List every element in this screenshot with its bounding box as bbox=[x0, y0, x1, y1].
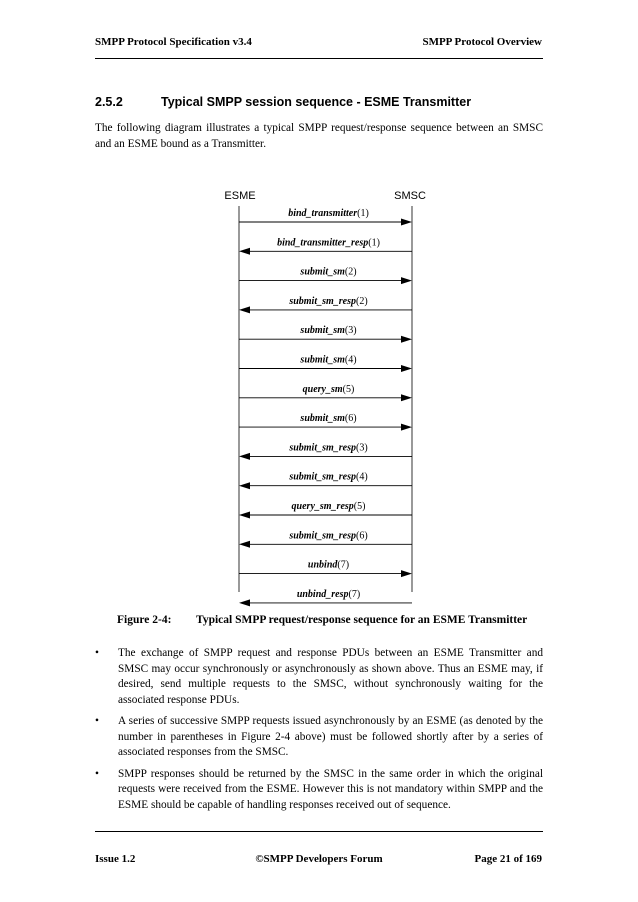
message-row bbox=[239, 208, 412, 226]
message-sequence-number: (4) bbox=[344, 354, 357, 366]
message-name: submit_sm bbox=[300, 354, 345, 366]
message-label bbox=[299, 267, 356, 278]
message-sequence-number: (3) bbox=[356, 442, 368, 454]
section-number: 2.5.2 bbox=[95, 95, 123, 109]
arrowhead-icon bbox=[401, 394, 412, 401]
footer-copyright: ©SMPP Developers Forum bbox=[255, 853, 383, 865]
arrowhead-icon bbox=[401, 424, 412, 431]
section-title: Typical SMPP session sequence - ESME Transmitter bbox=[161, 95, 472, 109]
message-row bbox=[239, 237, 412, 255]
message-label bbox=[288, 442, 367, 453]
arrowhead-icon bbox=[401, 336, 412, 343]
message-name: submit_sm bbox=[300, 413, 345, 425]
message-label bbox=[288, 472, 367, 483]
message-row bbox=[239, 530, 412, 548]
arrowhead-icon bbox=[401, 365, 412, 372]
arrowhead-icon bbox=[239, 306, 250, 313]
message-sequence-number: (7) bbox=[337, 559, 350, 571]
message-sequence-number: (5) bbox=[342, 383, 355, 395]
message-row bbox=[239, 442, 412, 460]
message-name: query_sm bbox=[302, 383, 343, 395]
message-sequence-number: (4) bbox=[356, 471, 368, 483]
header-document-title: SMPP Protocol Specification v3.4 bbox=[95, 36, 252, 48]
bullet-symbol: • bbox=[95, 715, 99, 727]
message-name: submit_sm_resp bbox=[289, 530, 357, 542]
bullet-symbol: • bbox=[95, 767, 99, 780]
header-chapter-title: SMPP Protocol Overview bbox=[422, 36, 542, 48]
message-row bbox=[239, 560, 412, 578]
smsc-lifeline-label: SMSC bbox=[394, 190, 426, 202]
message-sequence-number: (1) bbox=[357, 208, 369, 219]
message-label bbox=[299, 325, 356, 336]
message-sequence-number: (6) bbox=[344, 413, 357, 425]
message-label bbox=[277, 237, 380, 248]
message-name: submit_sm_resp bbox=[289, 471, 357, 483]
figure-number: Figure 2-4: bbox=[117, 614, 172, 626]
message-row bbox=[239, 472, 412, 490]
arrowhead-icon bbox=[239, 512, 250, 519]
message-label bbox=[299, 355, 356, 366]
bullet-item bbox=[95, 767, 543, 814]
message-label bbox=[288, 296, 367, 307]
bullet-text: The exchange of SMPP request and response PDUs between an ESME Transmitter and SMSC may occur synchronously or asynchronously as shown above. Thus an ESME may, if desired, send multiple requests to the SMSC, without synchronously waiting for the associated response PDUs. bbox=[118, 647, 543, 706]
arrowhead-icon bbox=[239, 453, 250, 460]
message-sequence-number: (6) bbox=[356, 530, 368, 542]
arrowhead-icon bbox=[239, 541, 250, 548]
esme-lifeline-label: ESME bbox=[224, 190, 256, 202]
bullet-list bbox=[95, 646, 543, 819]
intro-paragraph: The following diagram illustrates a typical SMPP request/response sequence between an SMSC and an ESME bound as a Transmitter. bbox=[95, 122, 543, 150]
arrowhead-icon bbox=[401, 219, 412, 226]
message-list bbox=[239, 208, 412, 606]
message-row bbox=[239, 501, 412, 519]
message-label bbox=[308, 560, 349, 571]
message-row bbox=[239, 355, 412, 373]
message-sequence-number: (5) bbox=[353, 501, 366, 512]
bullet-text: A series of successive SMPP requests issued asynchronously by an ESME (as denoted by the number in parentheses in Figure 2-4 above) must be followed shortly after by a series of associated responses from the SMSC. bbox=[118, 715, 543, 758]
message-label bbox=[288, 530, 367, 541]
message-row bbox=[239, 589, 412, 607]
message-sequence-number: (3) bbox=[344, 325, 357, 337]
message-name: query_sm_resp bbox=[291, 501, 354, 512]
message-label bbox=[288, 208, 369, 219]
message-name: submit_sm_resp bbox=[289, 295, 357, 307]
arrowhead-icon bbox=[239, 248, 250, 255]
message-sequence-number: (7) bbox=[348, 588, 361, 600]
bullet-item bbox=[95, 646, 543, 708]
message-row bbox=[239, 296, 412, 314]
message-row bbox=[239, 267, 412, 285]
message-sequence-number: (2) bbox=[344, 266, 357, 278]
message-name: submit_sm_resp bbox=[289, 442, 357, 454]
message-name: bind_transmitter_resp bbox=[277, 237, 369, 249]
message-name: bind_transmitter bbox=[288, 208, 358, 219]
figure-caption bbox=[117, 614, 527, 626]
footer-issue: Issue 1.2 bbox=[95, 853, 136, 865]
message-row bbox=[239, 325, 412, 343]
message-label bbox=[303, 384, 355, 395]
message-label bbox=[299, 413, 356, 424]
figure-caption-text: Typical SMPP request/response sequence for an ESME Transmitter bbox=[196, 614, 528, 626]
bullet-item bbox=[95, 714, 543, 761]
message-name: unbind_resp bbox=[296, 588, 349, 600]
message-sequence-number: (1) bbox=[368, 237, 380, 249]
arrowhead-icon bbox=[239, 599, 250, 606]
arrowhead-icon bbox=[401, 277, 412, 284]
arrowhead-icon bbox=[401, 570, 412, 577]
message-name: submit_sm bbox=[300, 266, 345, 278]
message-name: unbind bbox=[307, 559, 338, 571]
message-row bbox=[239, 384, 412, 402]
message-label bbox=[297, 589, 360, 600]
bullet-text: SMPP responses should be returned by the SMSC in the same order in which the original requests were received from the ESME. However this is not mandatory within SMPP and the ESME should be capable of handling responses received out of sequence. bbox=[118, 767, 543, 811]
message-sequence-number: (2) bbox=[356, 295, 368, 307]
bullet-symbol: • bbox=[95, 647, 99, 659]
arrowhead-icon bbox=[239, 482, 250, 489]
message-name: submit_sm bbox=[300, 325, 345, 337]
footer-rule bbox=[95, 831, 543, 832]
message-label bbox=[292, 501, 366, 512]
footer-page-number: Page 21 of 169 bbox=[474, 853, 542, 865]
message-row bbox=[239, 413, 412, 431]
